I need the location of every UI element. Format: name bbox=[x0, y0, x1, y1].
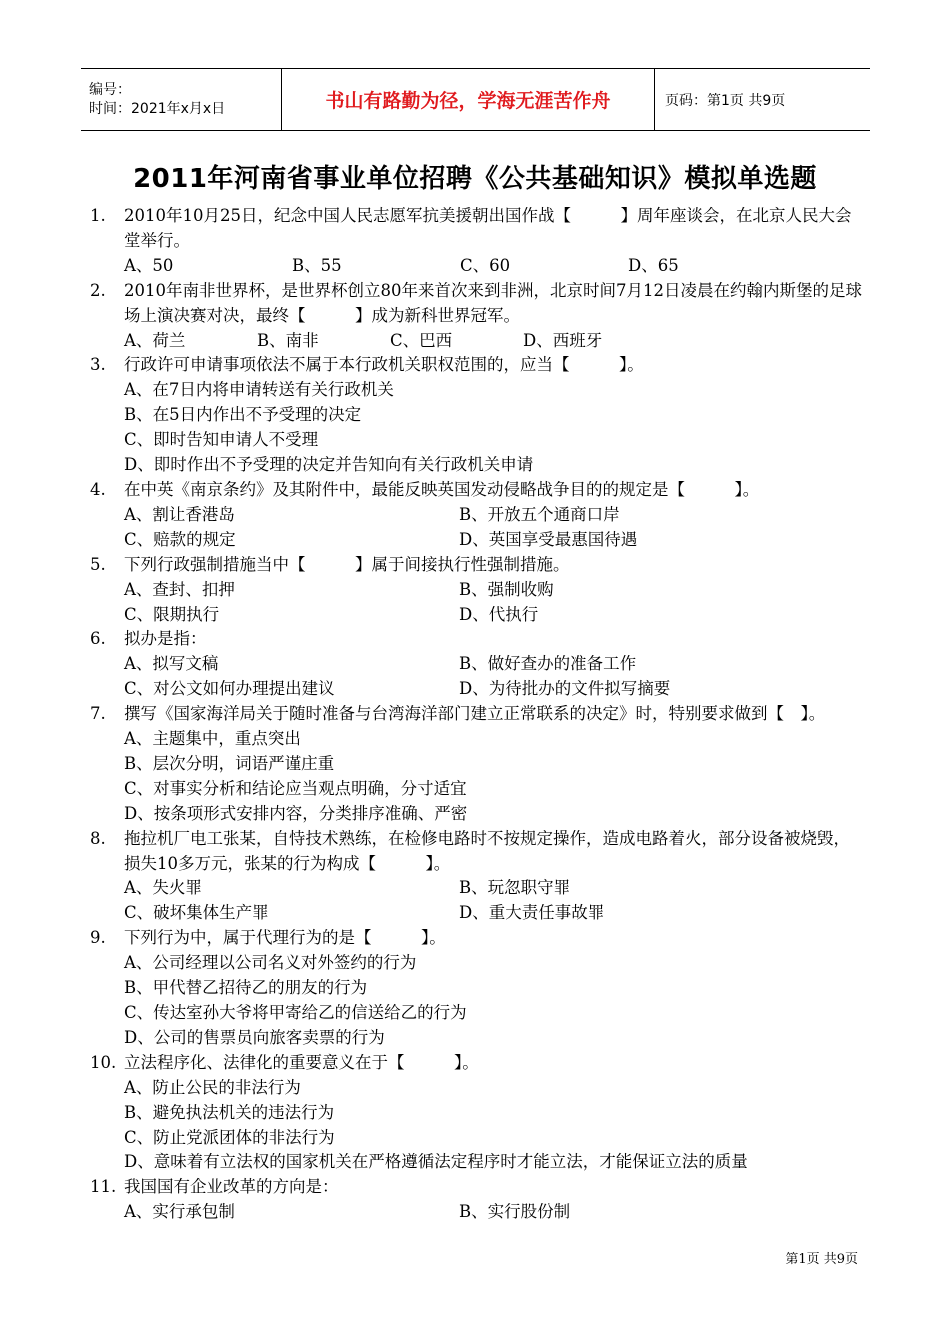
option-d: D、英国享受最惠国待遇 bbox=[459, 529, 638, 549]
question-10 bbox=[90, 1051, 865, 1176]
motto-text: 书山有路勤为径，学海无涯苦作舟 bbox=[325, 90, 611, 112]
option-a: A、失火罪 bbox=[124, 878, 202, 898]
question-number: 5. bbox=[90, 554, 106, 574]
document-title: 2011年河南省事业单位招聘《公共基础知识》模拟单选题 bbox=[133, 164, 817, 194]
question-list bbox=[90, 204, 865, 1225]
question-text: 2010年南非世界杯，是世界杯创立80年来首次来到非洲，北京时间7月12日凌晨在约翰内斯堡的足球场上演决赛对决，最终【 】成为新科世界冠军。 bbox=[124, 280, 862, 325]
option-list bbox=[124, 1076, 865, 1176]
question-text: 在中英《南京条约》及其附件中，最能反映英国发动侵略战争目的的规定是【 】。 bbox=[124, 479, 760, 499]
header-motto bbox=[282, 69, 655, 130]
option-c: C、破坏集体生产罪 bbox=[124, 903, 269, 923]
question-text: 下列行政强制措施当中【 】属于间接执行性强制措施。 bbox=[124, 554, 570, 574]
option-d: D、西班牙 bbox=[523, 330, 603, 350]
question-1 bbox=[90, 204, 865, 279]
question-number: 9. bbox=[90, 928, 106, 948]
option-b: B、层次分明，词语严谨庄重 bbox=[124, 753, 335, 773]
option-a: A、查封、扣押 bbox=[124, 579, 235, 599]
page-footer: 第1页 共9页 bbox=[785, 1252, 858, 1267]
option-a: A、实行承包制 bbox=[124, 1202, 235, 1222]
option-d: D、重大责任事故罪 bbox=[459, 903, 605, 923]
question-text: 行政许可申请事项依法不属于本行政机关职权范围的，应当【 】。 bbox=[124, 355, 644, 375]
question-11 bbox=[90, 1175, 865, 1225]
question-text: 我国国有企业改革的方向是： bbox=[124, 1177, 339, 1197]
option-d: D、按条项形式安排内容，分类排序准确、严密 bbox=[124, 803, 468, 823]
question-6 bbox=[90, 627, 865, 702]
question-7 bbox=[90, 702, 865, 827]
option-d: D、即时作出不予受理的决定并告知向有关行政机关申请 bbox=[124, 455, 534, 475]
option-grid bbox=[124, 876, 865, 926]
option-list bbox=[124, 378, 865, 478]
option-b: B、开放五个通商口岸 bbox=[459, 504, 620, 524]
option-b: B、实行股份制 bbox=[459, 1202, 571, 1222]
question-9 bbox=[90, 926, 865, 1051]
question-text: 拟办是指： bbox=[124, 629, 207, 649]
option-b: B、玩忽职守罪 bbox=[459, 878, 571, 898]
option-list bbox=[124, 951, 865, 1051]
question-number: 7. bbox=[90, 704, 106, 724]
question-number: 3. bbox=[90, 355, 106, 375]
option-c: C、对公文如何办理提出建议 bbox=[124, 679, 335, 699]
option-b: B、55 bbox=[292, 255, 342, 275]
option-d: D、意味着有立法权的国家机关在严格遵循法定程序时才能立法，才能保证立法的质量 bbox=[124, 1152, 748, 1172]
option-a: A、割让香港岛 bbox=[124, 504, 235, 524]
option-d: D、公司的售票员向旅客卖票的行为 bbox=[124, 1027, 385, 1047]
option-b: B、避免执法机关的违法行为 bbox=[124, 1102, 335, 1122]
option-a: A、荷兰 bbox=[124, 330, 186, 350]
page-info-text: 页码：第1页 共9页 bbox=[665, 92, 786, 109]
option-a: A、防止公民的非法行为 bbox=[124, 1077, 301, 1097]
option-c: C、巴西 bbox=[390, 330, 453, 350]
option-b: B、甲代替乙招待乙的朋友的行为 bbox=[124, 978, 368, 998]
option-b: B、南非 bbox=[257, 330, 319, 350]
page-header bbox=[81, 68, 870, 131]
option-grid bbox=[124, 578, 865, 628]
question-number: 10. bbox=[90, 1052, 117, 1072]
option-a: A、主题集中，重点突出 bbox=[124, 729, 301, 749]
option-a: A、50 bbox=[124, 255, 174, 275]
option-list bbox=[124, 727, 865, 827]
option-a: A、公司经理以公司名义对外签约的行为 bbox=[124, 953, 417, 973]
option-d: D、代执行 bbox=[459, 604, 539, 624]
option-b: B、在5日内作出不予受理的决定 bbox=[124, 405, 362, 425]
question-4 bbox=[90, 478, 865, 553]
option-grid bbox=[124, 1200, 865, 1225]
option-grid bbox=[124, 652, 865, 702]
question-text: 立法程序化、法律化的重要意义在于【 】。 bbox=[124, 1052, 479, 1072]
question-number: 4. bbox=[90, 479, 106, 499]
header-meta bbox=[81, 69, 282, 130]
question-text: 拖拉机厂电工张某，自恃技术熟练，在检修电路时不按规定操作，造成电路着火，部分设备被烧毁，损失10多万元，张某的行为构成【 】。 bbox=[124, 828, 850, 873]
question-5 bbox=[90, 553, 865, 628]
header-page-info bbox=[655, 69, 870, 130]
option-row bbox=[124, 329, 865, 354]
time-label: 时间：2021年x月x日 bbox=[89, 100, 226, 117]
option-c: C、赔款的规定 bbox=[124, 529, 236, 549]
option-a: A、拟写文稿 bbox=[124, 654, 219, 674]
option-c: C、即时告知申请人不受理 bbox=[124, 430, 319, 450]
option-c: C、60 bbox=[460, 255, 511, 275]
question-number: 11. bbox=[90, 1177, 117, 1197]
option-a: A、在7日内将申请转送有关行政机关 bbox=[124, 380, 394, 400]
option-b: B、强制收购 bbox=[459, 579, 554, 599]
question-text: 下列行为中，属于代理行为的是【 】。 bbox=[124, 928, 446, 948]
option-d: D、为待批办的文件拟写摘要 bbox=[459, 679, 671, 699]
question-2 bbox=[90, 279, 865, 354]
question-text: 2010年10月25日，纪念中国人民志愿军抗美援朝出国作战【 】周年座谈会，在北京人民大会堂举行。 bbox=[124, 206, 852, 250]
question-number: 8. bbox=[90, 828, 106, 848]
option-c: C、传达室孙大爷将甲寄给乙的信送给乙的行为 bbox=[124, 1003, 467, 1022]
option-row bbox=[124, 254, 865, 279]
question-number: 6. bbox=[90, 629, 106, 649]
question-number: 2. bbox=[90, 280, 106, 300]
option-d: D、65 bbox=[628, 255, 679, 275]
question-number: 1. bbox=[90, 206, 106, 225]
question-text: 撰写《国家海洋局关于随时准备与台湾海洋部门建立正常联系的决定》时，特别要求做到【 】。 bbox=[124, 704, 826, 724]
question-3 bbox=[90, 353, 865, 478]
option-c: C、对事实分析和结论应当观点明确，分寸适宜 bbox=[124, 778, 467, 798]
option-b: B、做好查办的准备工作 bbox=[459, 654, 637, 674]
option-grid bbox=[124, 503, 865, 553]
option-c: C、限期执行 bbox=[124, 604, 220, 624]
option-c: C、防止党派团体的非法行为 bbox=[124, 1127, 335, 1147]
question-8 bbox=[90, 827, 865, 927]
number-label: 编号： bbox=[89, 81, 131, 98]
